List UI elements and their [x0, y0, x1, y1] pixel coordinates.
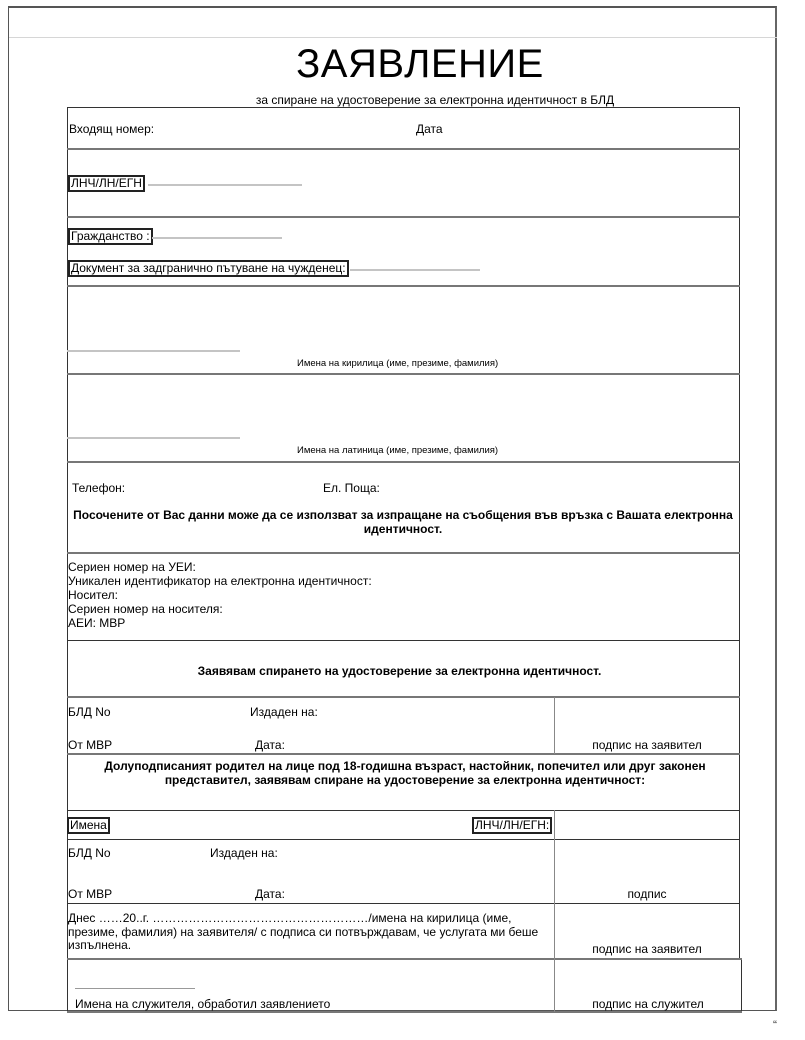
incoming-number-label: Входящ номер: — [69, 122, 155, 136]
identity-line-carrier: Носител: — [68, 588, 119, 602]
names-latin-caption: Имена на латиница (име, презиме, фамилия) — [297, 445, 499, 456]
table-right-border-last — [741, 959, 742, 1012]
row-divider — [67, 810, 740, 811]
applicant-signature-label: подпис на заявител — [592, 738, 702, 752]
representative-from-label: От МВР — [68, 887, 113, 901]
representative-text: Долуподписаният родител на лице под 18-годишна възраст, настойник, попечител или друг законен представител, заявявам спиране на удостоверение за електронна идентичност: — [104, 759, 706, 787]
row-divider — [67, 552, 740, 554]
officer-name-caption: Имена на служителя, обработил заявлението — [75, 997, 331, 1011]
row-divider — [67, 903, 740, 904]
id-number-label: ЛНЧ/ЛН/ЕГН — [68, 175, 145, 192]
identity-line-unique-id: Уникален идентификатор на електронна идентичност: — [68, 574, 372, 588]
travel-document-field[interactable] — [350, 269, 480, 271]
confirmation-signature-label: подпис на заявител — [592, 942, 702, 956]
incoming-date-label: Дата — [416, 122, 443, 136]
citizenship-label: Гражданство : — [68, 228, 153, 245]
header-divider — [9, 37, 777, 38]
applicant-bld-label: БЛД No — [68, 705, 111, 719]
officer-signature-label: подпис на служител — [592, 997, 704, 1011]
applicant-issued-label: Издаден на: — [250, 705, 318, 719]
row-divider — [67, 696, 740, 698]
row-divider — [67, 461, 740, 463]
travel-document-label: Документ за задгранично пътуване на чужденец: — [68, 260, 349, 277]
email-label: Ел. Поща: — [323, 481, 380, 495]
row-divider — [67, 640, 740, 641]
names-latin-field[interactable] — [67, 437, 240, 439]
representative-issued-label: Издаден на: — [210, 846, 278, 860]
representative-id-label: ЛНЧ/ЛН/ЕГН: — [472, 817, 552, 834]
confirmation-text: Днес ……20..г. ………………………………………………/имена на кирилица (име, презиме, фамилия) на заявителя/ с подписа си потвърждавам, че услугата ми беше изпълнена. — [68, 911, 539, 952]
phone-label: Телефон: — [72, 481, 126, 495]
contact-notice: Посочените от Вас данни може да се използват за изпращане на съобщения във връзка с Вашата електронна идентичност. — [73, 508, 733, 536]
page-title: ЗАЯВЛЕНИЕ — [296, 42, 544, 86]
stray-quote-mark: “ — [773, 1018, 777, 1032]
table-bottom-border — [67, 1011, 742, 1013]
applicant-from-label: От МВР — [68, 738, 113, 752]
declaration-text: Заявявам спирането на удостоверение за електронна идентичност. — [197, 664, 602, 678]
row-divider — [67, 373, 740, 375]
row-divider — [67, 148, 740, 150]
row-divider — [67, 958, 742, 960]
id-number-field[interactable] — [148, 184, 302, 186]
identity-line-aei: АЕИ: МВР — [68, 616, 126, 630]
names-cyrillic-field[interactable] — [67, 350, 240, 352]
table-right-border — [739, 107, 740, 959]
row-divider — [67, 753, 740, 755]
identity-details — [68, 560, 372, 630]
row-divider — [67, 839, 740, 840]
row-divider — [67, 285, 740, 287]
representative-signature-label: подпис — [627, 887, 667, 901]
officer-name-field[interactable] — [75, 988, 195, 989]
representative-date-label: Дата: — [255, 887, 285, 901]
identity-line-carrier-serial: Сериен номер на носителя: — [68, 602, 223, 616]
representative-bld-label: БЛД No — [68, 846, 111, 860]
identity-line-serial-uei: Сериен номер на УЕИ: — [68, 560, 196, 574]
representative-names-label: Имена — [67, 817, 110, 834]
citizenship-field[interactable] — [152, 237, 282, 239]
page-subtitle: за спиране на удостоверение за електронна идентичност в БЛД — [255, 93, 615, 107]
row-divider — [67, 107, 740, 108]
names-cyrillic-caption: Имена на кирилица (име, презиме, фамилия) — [297, 358, 499, 369]
row-divider — [67, 216, 740, 218]
signature-column-divider — [554, 810, 555, 1012]
applicant-date-label: Дата: — [255, 738, 285, 752]
